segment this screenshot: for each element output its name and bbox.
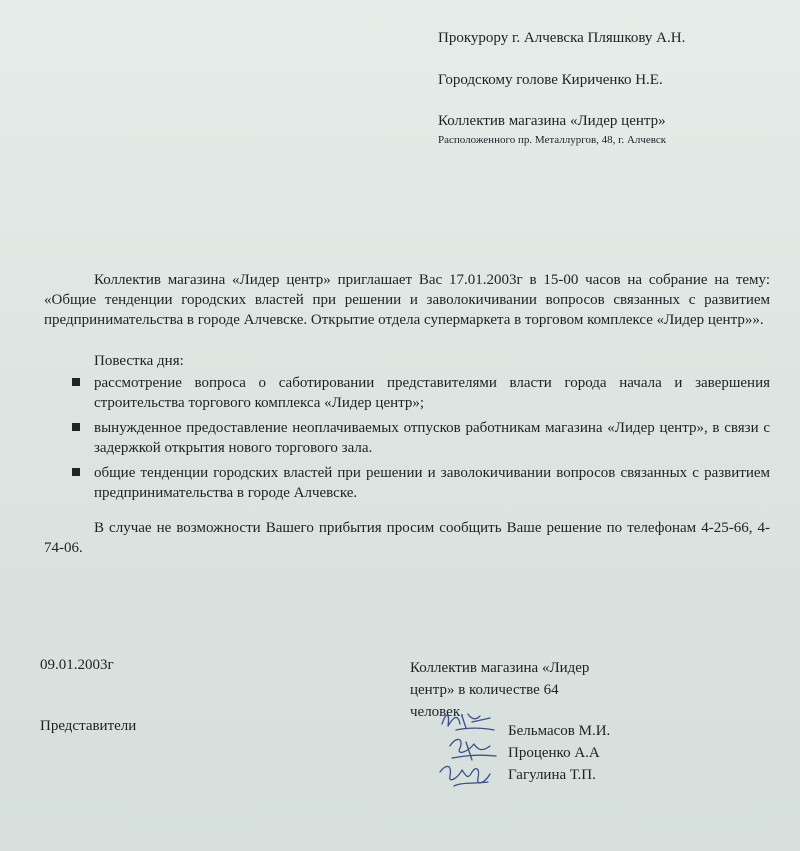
addressee-collective: Коллектив магазина «Лидер центр»: [438, 113, 666, 129]
addressee-prosecutor: Прокурору г. Алчевска Пляшкову А.Н.: [438, 30, 686, 46]
contact-paragraph: В случае не возможности Вашего прибытия просим сообщить Ваше решение по телефонам 4-25-66, 4-74-06.: [44, 520, 770, 556]
representatives-label: Представители: [40, 718, 137, 734]
signatory-name: Проценко А.А: [508, 745, 600, 761]
square-bullet-icon: [72, 378, 80, 386]
agenda-item-text: вынужденное предоставление неоплачиваемых отпусков работникам магазина «Лидер центр», в связи с задержкой открытия нового торгового зала.: [94, 420, 770, 456]
invitation-paragraph: Коллектив магазина «Лидер центр» приглашает Вас 17.01.2003г в 15-00 часов на собрание на тему: «Общие тенденции городских властей при решении и заволокичивании вопросов связанных с развитием предпринимательства в городе Алчевске. Открытие отдела супермаркета в торговом комплексе «Лидер центр»».: [44, 272, 770, 328]
signatory-list: [508, 720, 610, 786]
agenda-item: [44, 463, 770, 503]
signatory-name: Гагулина Т.П.: [508, 767, 596, 783]
square-bullet-icon: [72, 423, 80, 431]
agenda-item: [44, 373, 770, 413]
square-bullet-icon: [72, 468, 80, 476]
collective-address: Расположенного пр. Металлургов, 48, г. Алчевск: [438, 134, 667, 146]
agenda-item-text: рассмотрение вопроса о саботировании представителями власти города начала и завершения строительства торгового комплекса «Лидер центр»;: [94, 375, 770, 411]
signoff: Коллектив магазина «Лидер центр» в количестве 64 человек.: [410, 660, 590, 720]
addressee-mayor: Городскому голове Кириченко Н.Е.: [438, 72, 663, 88]
agenda-title: Повестка дня:: [94, 353, 184, 369]
letter-date: 09.01.2003г: [40, 657, 114, 673]
signatory-name: Бельмасов М.И.: [508, 723, 611, 739]
agenda-list: [44, 373, 770, 508]
agenda-item: [44, 418, 770, 458]
agenda-item-text: общие тенденции городских властей при решении и заволокичивании вопросов связанных с развитием предпринимательства в городе Алчевске.: [94, 465, 770, 501]
handwritten-signatures-icon: [432, 706, 504, 792]
